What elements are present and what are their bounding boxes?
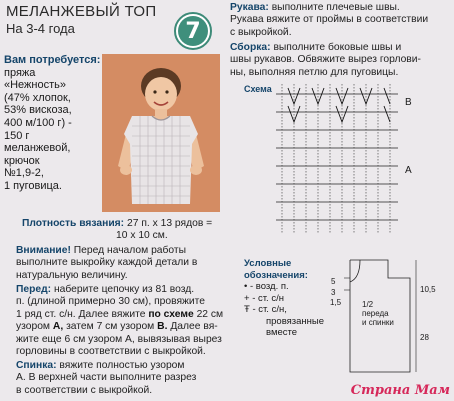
attention-block [16,245,238,282]
dim-label: 1,5 [330,298,342,307]
materials-line: «Нежность» [4,79,66,92]
pattern-caption: и спинки [362,318,394,327]
front-block [16,284,238,358]
materials-line: №1,9-2, [4,167,44,180]
front-line: Далее вя- [170,321,218,333]
front-line: жите еще 6 см узором А, вывязывая вырез [16,333,222,345]
materials-line: (47% хлопок, [4,91,71,104]
assembly-line: ны, выполняя петлю для пуговицы. [230,66,399,78]
front-line: по схеме [148,308,194,320]
materials-line: пряжа [4,66,36,79]
back-line: в соответствии с выкройкой. [16,384,153,396]
pattern-caption: переда [362,309,389,318]
front-line: горловины в соответствии с выкройкой. [16,346,206,358]
assembly-line: выполните боковые швы и [273,42,402,53]
density-line: 27 п. х 13 рядов = [127,218,213,229]
site-watermark: Страна Мам [350,383,450,398]
attention-line: натуральную величину. [16,269,128,281]
sleeves-line: выполните плечевые швы. [271,2,400,13]
legend-title: Условные [244,258,292,269]
number-badge [174,12,212,50]
back-label: Спинка: [16,360,57,371]
front-line: затем 7 см узором [66,321,155,333]
page-subtitle: На 3-4 года [6,21,75,36]
badge-number: 7 [178,16,208,46]
legend-item-text: вместе [266,327,298,338]
assembly-line: швы рукавов. Обвяжите вырез горлови- [230,54,421,66]
dim-label: 3 [331,288,336,297]
garment-pattern [336,252,446,382]
front-line: В. [157,321,168,333]
back-line: вяжите полностью узором [59,360,185,371]
double-crochet-symbol: + [244,292,250,304]
front-line: А, [52,321,64,333]
sleeves-line: с выкройкой. [230,26,292,38]
materials-line: 53% вискоза, [4,104,72,117]
sleeves-label: Рукава: [230,2,269,13]
garment-pattern-outline [336,252,446,382]
legend-title: обозначения: [244,269,308,281]
dim-label: 10,5 [420,285,436,294]
dim-label: 28 [420,333,429,342]
sleeves-line: Рукава вяжите от проймы в соответствии [230,14,429,26]
density-line: 10 х 10 см. [116,230,168,242]
attention-line: Перед началом работы [73,245,187,256]
front-label: Перед: [16,284,52,295]
front-line: 22 см [196,308,224,320]
legend-item-text: провязанные [266,315,325,327]
scheme-marker-a: A [405,165,412,176]
child-photo [102,54,220,212]
materials-line: меланжевой, [4,142,71,155]
legend-item-text: - возд. п. [249,281,289,292]
cluster-symbol: Ŧ [244,304,250,315]
child-illustration [102,54,220,212]
front-line: п. (длиной примерно 30 см), провяжите [16,296,205,308]
assembly-block [230,42,452,79]
front-line: 1 ряд ст. с/н. Далее вяжите [16,308,146,320]
materials-line: 150 г [4,129,30,142]
attention-line: выполните выкройку каждой детали в [16,257,198,269]
legend-item-text: - ст. с/н [252,292,284,304]
crochet-scheme [274,84,400,234]
materials-line: 400 м/100 г) - [4,116,72,129]
materials-line: крючок [4,154,40,167]
materials-line: 1 пуговица. [4,179,62,192]
back-block [16,360,238,397]
chain-stitch-symbol: • [244,281,248,292]
assembly-label: Сборка: [230,42,271,53]
crochet-scheme-grid [274,84,400,234]
page-title: МЕЛАНЖЕВЫЙ ТОП [6,3,157,20]
legend-item-text: - ст. с/н, [252,304,287,315]
front-line: узором [16,321,51,333]
sleeves-block [230,2,452,39]
front-line: наберите цепочку из 81 возд. [53,284,195,295]
materials-heading: Вам потребуется: [4,54,101,66]
back-line: А. В верхней части выполните разрез [16,372,197,384]
pattern-caption: 1/2 [362,300,374,309]
scheme-label: Схема [244,84,272,94]
density-label: Плотность вязания: [22,218,125,229]
attention-label: Внимание! [16,245,71,256]
dim-label: 5 [331,277,336,286]
materials-block [4,54,100,193]
scheme-marker-b: B [405,97,412,108]
density-block [22,218,232,243]
